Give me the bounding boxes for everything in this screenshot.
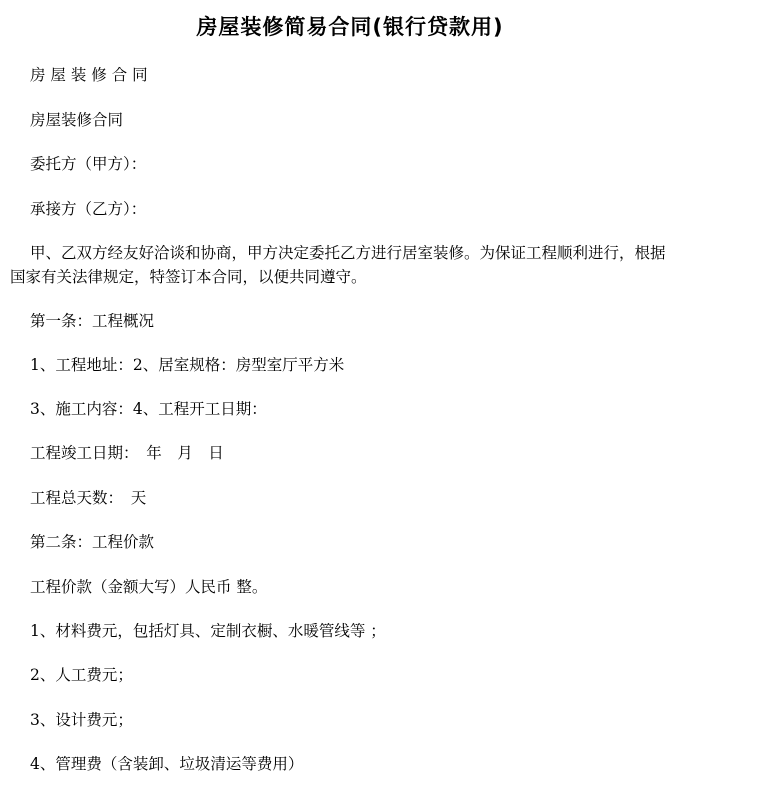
paragraph-price: 工程价款（金额大写）人民币 整。	[30, 578, 268, 596]
paragraph-design-fee: 3、设计费元；	[30, 711, 133, 729]
paragraph-heading: 房屋装修合同	[30, 111, 124, 129]
paragraph-article-2: 第二条：工程价款	[30, 533, 155, 551]
paragraph-article-1: 第一条：工程概况	[30, 312, 155, 330]
paragraph-heading-spaced: 房 屋 装 修 合 同	[30, 66, 148, 84]
paragraph-total-days: 工程总天数： 天	[30, 489, 147, 507]
paragraph-management-fee: 4、管理费（含装卸、垃圾清运等费用）	[30, 755, 304, 773]
paragraph-party-b: 承接方（乙方）：	[30, 200, 147, 218]
paragraph-party-a: 委托方（甲方）：	[30, 155, 147, 173]
paragraph-preamble: 甲、乙双方经友好洽谈和协商，甲方决定委托乙方进行居室装修。为保证工程顺利进行，根据国家有关法律规定，特签订本合同，以便共同遵守。	[10, 244, 666, 286]
document-title: 房屋装修简易合同(银行贷款用)	[196, 15, 504, 39]
paragraph-item-3-4: 3、施工内容：4、工程开工日期：	[30, 400, 267, 418]
paragraph-labor-fee: 2、人工费元；	[30, 666, 133, 684]
paragraph-completion-date: 工程竣工日期： 年 月 日	[30, 444, 224, 462]
paragraph-material-fee: 1、材料费元，包括灯具、定制衣橱、水暖管线等 ；	[30, 622, 386, 640]
paragraph-item-1-2: 1、工程地址：2、居室规格：房型室厅平方米	[30, 356, 345, 374]
